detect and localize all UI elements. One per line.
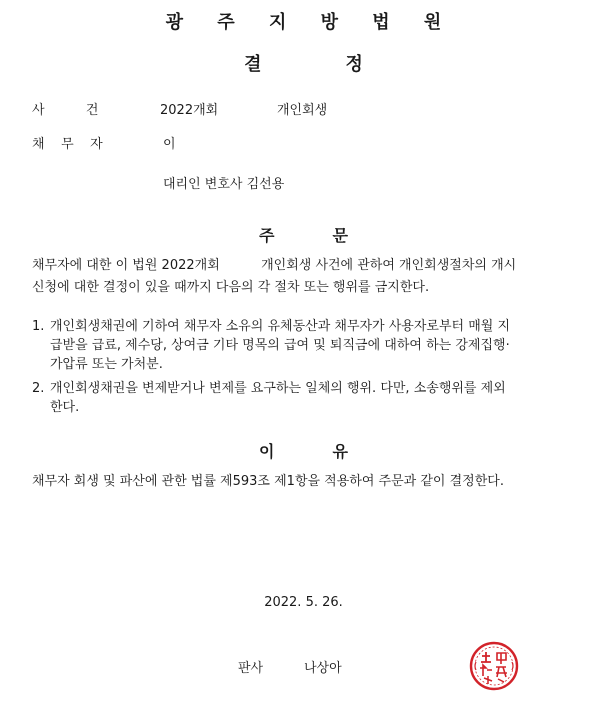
debtor-name: 이 (163, 137, 176, 152)
court-seal-icon (468, 640, 520, 692)
case-number: 2022개회 (160, 103, 219, 118)
order-item-line: 개인회생채권에 기하여 채무자 소유의 유체동산과 채무자가 사용자로부터 매월 지 (50, 319, 511, 334)
order-intro-line-2: 신청에 대한 결정이 있을 때까지 다음의 각 절차 또는 행위를 금지한다. (32, 280, 430, 295)
order-heading-left: 주 (259, 226, 275, 245)
reason-heading (0, 439, 607, 462)
judge-title: 판사 (238, 661, 264, 676)
order-item-line: 가압류 또는 가처분. (50, 357, 163, 372)
order-item-line: 급받을 급료, 제수당, 상여금 기타 명목의 급여 및 퇴직금에 대하여 하는 강제집행· (50, 338, 510, 353)
order-item (32, 379, 572, 417)
debtor-agent: 대리인 변호사 김선용 (163, 177, 285, 192)
document-type-left: 결 (244, 54, 262, 75)
order-intro-line-1: 채무자에 대한 이 법원 2022개회 개인회생 사건에 관하여 개인회생절차의 개시 (32, 258, 517, 273)
reason-heading-left: 이 (259, 442, 275, 461)
reason-heading-right: 유 (332, 442, 348, 461)
case-type: 개인회생 (277, 103, 328, 118)
order-item-number: 2. (32, 381, 45, 396)
order-heading-right: 문 (332, 226, 348, 245)
order-item-number: 1. (32, 319, 45, 334)
court-name: 광 주 지 방 법 원 (165, 12, 456, 33)
order-item (32, 317, 572, 374)
order-heading (0, 223, 607, 246)
document-type-title (0, 50, 607, 76)
order-item-line: 개인회생채권을 변제받거나 변제를 요구하는 일체의 행위. 다만, 소송행위를 제외 (50, 381, 506, 396)
reason-text: 채무자 회생 및 파산에 관한 법률 제593조 제1항을 적용하여 주문과 같이 결정한다. (32, 474, 504, 489)
judge-name: 나상아 (304, 661, 342, 676)
case-label: 사 건 (32, 103, 99, 118)
debtor-label: 채 무 자 (32, 137, 103, 152)
order-item-line: 한다. (50, 400, 80, 415)
document-type-right: 정 (345, 54, 363, 75)
decision-date: 2022. 5. 26. (264, 595, 343, 610)
